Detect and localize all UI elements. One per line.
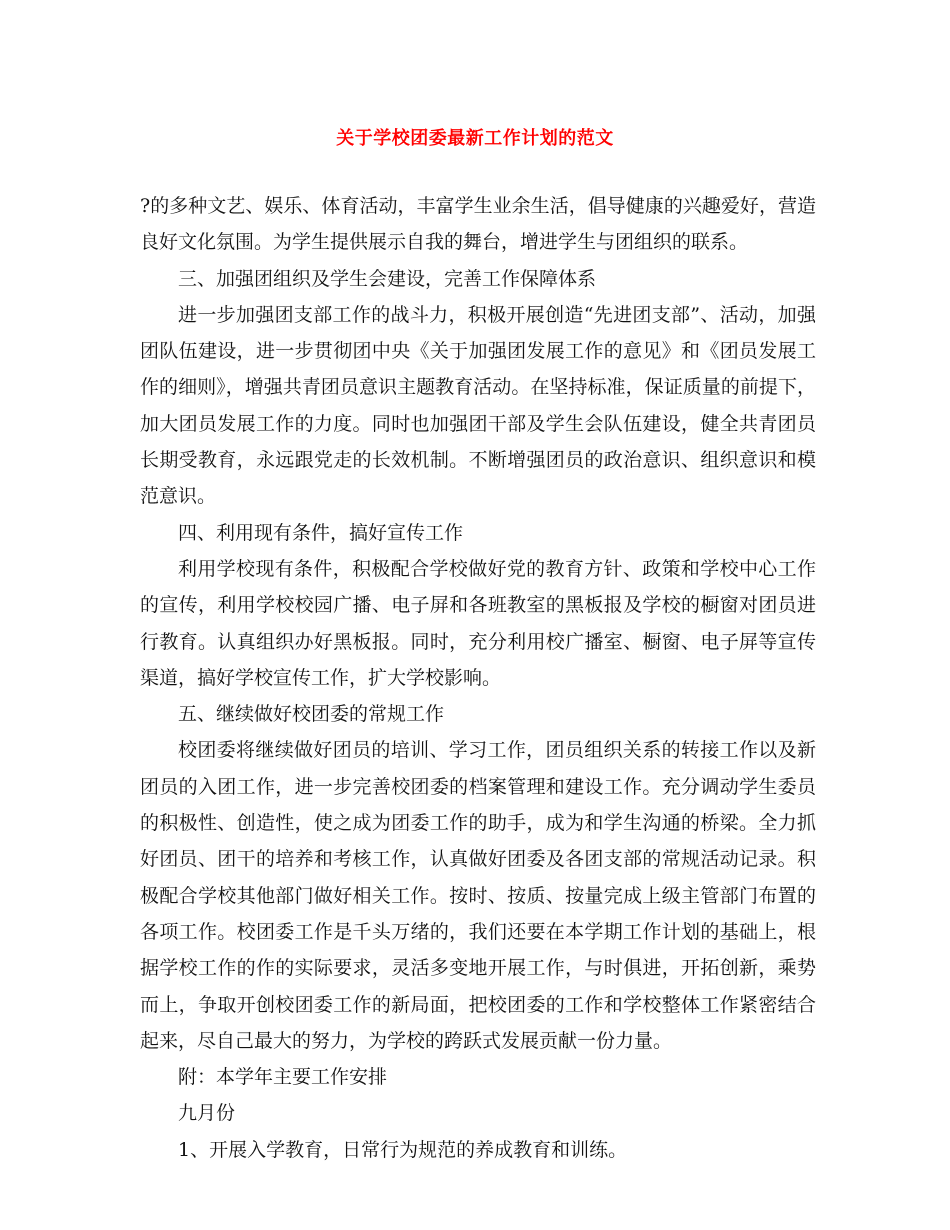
section-heading-3: 三、加强团组织及学生会建设，完善工作保障体系 (178, 267, 597, 290)
appendix-heading: 附：本学年主要工作安排 (178, 1066, 388, 1089)
paragraph-section-3: 进一步加强团支部工作的战斗力，积极开展创造“先进团支部”、活动，加强团队伍建设，进一步贯彻团中央《关于加强团发展工作的意见》和《团员发展工作的细则》，增强共青团员意识主题教育活动。在坚持标准，保证质量的前提下，加大团员发展工作的力度。同时也加强团干部及学生会队伍建设，健全共青团员长期受教育，永远跟党走的长效机制。不断增强团员的政治意识、组织意识和模范意识。 (140, 303, 816, 508)
paragraph-section-5: 校团委将继续做好团员的培训、学习工作，团员组织关系的转接工作以及新团员的入团工作，进一步完善校团委的档案管理和建设工作。充分调动学生委员的积极性、创造性，使之成为团委工作的助手，成为和学生沟通的桥梁。全力抓好团员、团干的培养和考核工作，认真做好团委及各团支部的常规活动记录。积极配合学校其他部门做好相关工作。按时、按质、按量完成上级主管部门布置的各项工作。校团委工作是千头万绪的，我们还要在本学期工作计划的基础上，根据学校工作的作的实际要求，灵活多变地开展工作，与时俱进，开拓创新，乘势而上，争取开创校团委工作的新局面，把校团委的工作和学校整体工作紧密结合起来，尽自己最大的努力，为学校的跨跃式发展贡献一份力量。 (140, 739, 816, 1052)
month-heading: 九月份 (178, 1102, 236, 1125)
list-item: 1、开展入学教育，日常行为规范的养成教育和训练。 (178, 1138, 628, 1161)
section-heading-5: 五、继续做好校团委的常规工作 (178, 703, 445, 726)
document-body (140, 188, 816, 1168)
paragraph-section-4: 利用学校现有条件，积极配合学校做好党的教育方针、政策和学校中心工作的宣传，利用学校校园广播、电子屏和各班教室的黑板报及学校的橱窗对团员进行教育。认真组织办好黑板报。同时，充分利用校广播室、橱窗、电子屏等宣传渠道，搞好学校宣传工作，扩大学校影响。 (140, 557, 816, 689)
section-heading-4: 四、利用现有条件，搞好宣传工作 (178, 521, 464, 544)
paragraph-continued: ?的多种文艺、娱乐、体育活动，丰富学生业余生活，倡导健康的兴趣爱好，营造良好文化氛围。为学生提供展示自我的舞台，增进学生与团组织的联系。 (140, 195, 816, 254)
document-title: 关于学校团委最新工作计划的范文 (336, 128, 614, 149)
